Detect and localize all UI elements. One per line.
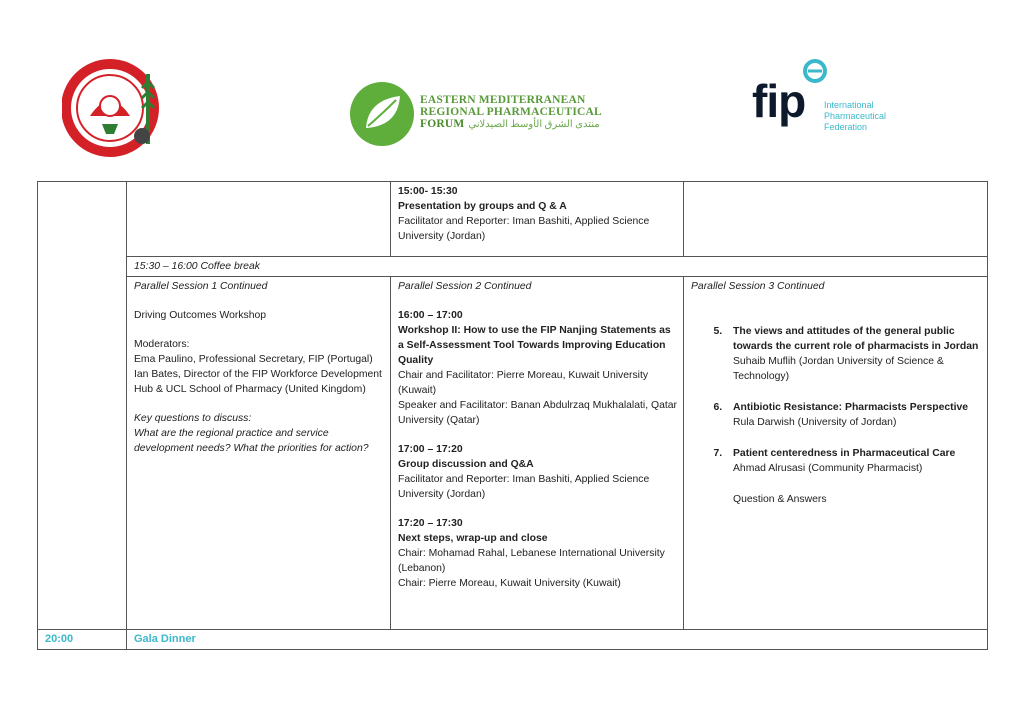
table-row bbox=[38, 182, 988, 257]
schedule-table bbox=[37, 181, 988, 650]
talk-title: 5. The views and attitudes of the general public towards the current role of pharmacists in Jordan bbox=[733, 326, 979, 352]
empty-cell bbox=[684, 182, 988, 257]
presentation-cell bbox=[391, 182, 684, 257]
fip-logo bbox=[752, 58, 902, 148]
block-3-title: Next steps, wrap-up and close bbox=[398, 533, 548, 544]
fip-ring-icon bbox=[802, 58, 828, 84]
forum-word: FORUM bbox=[420, 118, 465, 130]
block-3-chair-2: Chair: Pierre Moreau, Kuwait University (Kuwait) bbox=[398, 578, 621, 589]
talk-speaker: Suhaib Muflih (Jordan University of Science & Technology) bbox=[733, 356, 944, 382]
presentation-time: 15:00- 15:30 bbox=[398, 186, 458, 197]
gala-label: Gala Dinner bbox=[127, 630, 988, 650]
moderator-1: Ema Paulino, Professional Secretary, FIP (Portugal) bbox=[134, 354, 373, 365]
forum-line-1: EASTERN MEDITERRANEAN bbox=[420, 94, 586, 106]
key-questions-label: Key questions to discuss: bbox=[134, 413, 252, 424]
moderator-2: Ian Bates, Director of the FIP Workforce Development Hub & UCL School of Pharmacy (United Kingdom) bbox=[134, 369, 382, 395]
session-1-header: Parallel Session 1 Continued bbox=[134, 281, 268, 292]
session-2-cell bbox=[391, 277, 684, 630]
empty-cell bbox=[127, 182, 391, 257]
coffee-break: 15:30 – 16:00 Coffee break bbox=[127, 257, 988, 277]
jordan-pharmacists-association-logo bbox=[62, 56, 166, 160]
fip-line-2: Pharmaceutical bbox=[824, 111, 887, 121]
block-2-time: 17:00 – 17:20 bbox=[398, 444, 463, 455]
session-1-cell bbox=[127, 277, 391, 630]
header-logos bbox=[0, 0, 1024, 175]
talk-title: 6. Antibiotic Resistance: Pharmacists Perspective bbox=[733, 402, 969, 413]
session-3-header: Parallel Session 3 Continued bbox=[691, 281, 825, 292]
table-row bbox=[38, 277, 988, 630]
block-3-chair-1: Chair: Mohamad Rahal, Lebanese International University (Lebanon) bbox=[398, 548, 665, 574]
fip-line-3: Federation bbox=[824, 122, 868, 132]
forum-line-2: REGIONAL PHARMACEUTICAL bbox=[420, 106, 602, 118]
block-3-time: 17:20 – 17:30 bbox=[398, 518, 463, 529]
leaf-icon bbox=[348, 80, 416, 148]
block-2-facilitator: Facilitator and Reporter: Iman Bashiti, Applied Science University (Jordan) bbox=[398, 474, 650, 500]
fip-wordmark: fip bbox=[752, 75, 806, 127]
talk-list bbox=[691, 324, 981, 476]
table-row bbox=[38, 630, 988, 650]
moderators-label: Moderators: bbox=[134, 339, 190, 350]
talk-speaker: Rula Darwish (University of Jordan) bbox=[733, 417, 897, 428]
block-1-chair: Chair and Facilitator: Pierre Moreau, Kuwait University (Kuwait) bbox=[398, 370, 649, 396]
time-cell-empty bbox=[38, 182, 127, 630]
presentation-title: Presentation by groups and Q & A bbox=[398, 201, 567, 212]
gala-time: 20:00 bbox=[38, 630, 127, 650]
talk-title: 7. Patient centeredness in Pharmaceutical Care bbox=[733, 448, 956, 459]
presentation-facilitator: Facilitator and Reporter: Iman Bashiti, Applied Science University (Jordan) bbox=[398, 216, 650, 242]
forum-arabic: منتدى الشرق الأوسط الصيدلاني bbox=[468, 119, 600, 130]
fip-line-1: International bbox=[824, 100, 874, 110]
list-item bbox=[725, 324, 981, 384]
key-questions-text: What are the regional practice and service development needs? What the priorities for action? bbox=[134, 428, 369, 454]
eastern-mediterranean-forum-logo bbox=[348, 80, 608, 150]
workshop-title: Driving Outcomes Workshop bbox=[134, 310, 267, 321]
list-item bbox=[725, 446, 981, 476]
block-1-title: Workshop II: How to use the FIP Nanjing Statements as a Self-Assessment Tool Towards Improving Education Quality bbox=[398, 325, 671, 366]
talk-speaker: Ahmad Alrusasi (Community Pharmacist) bbox=[733, 463, 923, 474]
list-item bbox=[725, 400, 981, 430]
block-1-time: 16:00 – 17:00 bbox=[398, 310, 463, 321]
session-2-header: Parallel Session 2 Continued bbox=[398, 281, 532, 292]
block-2-title: Group discussion and Q&A bbox=[398, 459, 534, 470]
session-3-cell bbox=[684, 277, 988, 630]
table-row bbox=[38, 257, 988, 277]
block-1-speaker: Speaker and Facilitator: Banan Abdulrzaq Mukhalalati, Qatar University (Qatar) bbox=[398, 400, 677, 426]
question-answers: Question & Answers bbox=[733, 494, 827, 505]
